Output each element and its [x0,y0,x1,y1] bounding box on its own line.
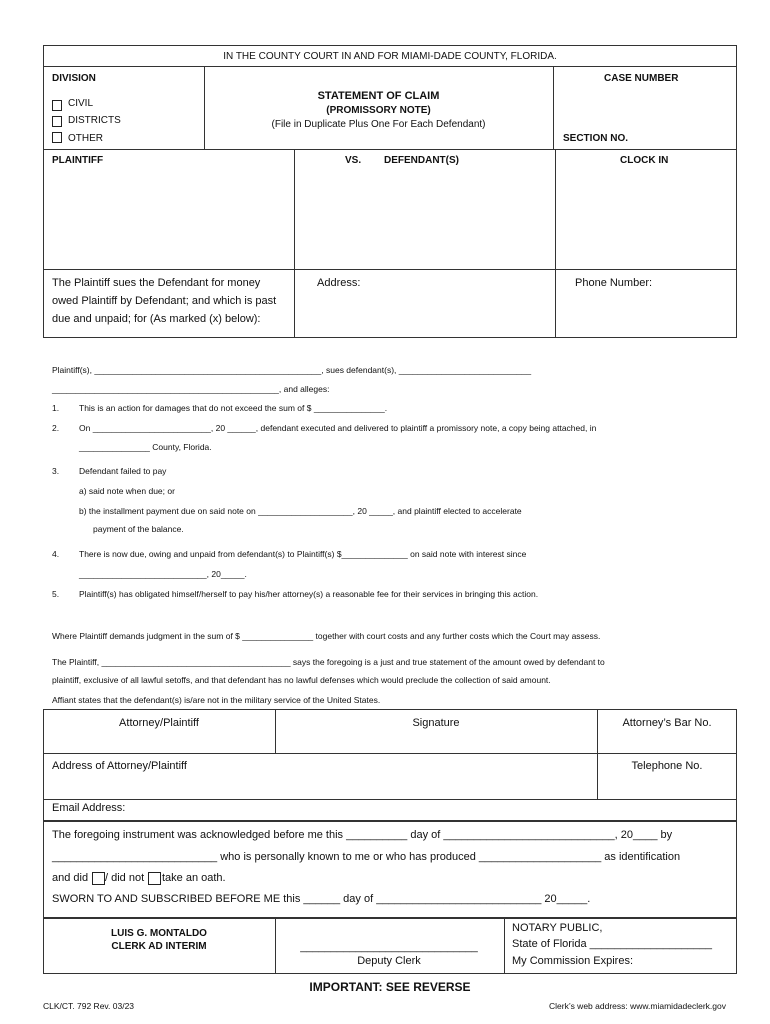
divider [43,66,737,67]
oath-text: take an oath. [162,872,226,884]
section-no-label: SECTION NO. [563,133,629,144]
item-number: 1. [52,403,60,413]
sworn-subscribed-line: SWORN TO AND SUBSCRIBED BEFORE ME this ______ day of ___________________________ 20_____. [52,893,591,905]
military-statement: Affiant states that the defendant(s) is/are not in the military service of the United States. [52,695,381,705]
signature-label: Signature [412,717,460,729]
divider [553,66,554,149]
phone-label: Phone Number: [575,277,653,289]
item-number: 3. [52,466,60,476]
notary-label: NOTARY PUBLIC, [512,922,603,934]
clock-in-label: CLOCK IN [620,155,669,166]
item-3b-text: b) the installment payment due on said note on ____________________, 20 _____, and plaintiff elected to accelerate [79,506,522,516]
districts-checkbox[interactable] [52,116,62,127]
division-label: DIVISION [52,73,96,84]
court-title: IN THE COUNTY COURT IN AND FOR MIAMI-DADE COUNTY, FLORIDA. [223,51,557,62]
clerk-title: CLERK AD INTERIM [111,941,207,952]
plaintiff-sues-line: Plaintiff(s), ________________________________________________, sues defendant(s), ____________________________ [52,365,532,375]
item-4-date-line: ___________________________, 20_____. [79,569,247,579]
item-3-text: Defendant failed to pay [79,466,167,476]
item-5-text: Plaintiff(s) has obligated himself/herself to pay his/her attorney(s) a reasonable fee for their services in bringing this action. [79,589,539,599]
item-number: 4. [52,549,60,559]
civil-checkbox[interactable] [52,100,62,111]
attorney-plaintiff-label: Attorney/Plaintiff [119,717,199,729]
vs-label: VS. [345,155,362,166]
state-line: State of Florida ____________________ [512,938,713,950]
divider [275,918,276,974]
acknowledgment-line: ___________________________ who is personally known to me or who has produced ____________________ as identification [52,851,681,863]
sues-text-line: due and unpaid; for (As marked (x) below): [52,313,261,325]
civil-option-label: CIVIL [68,98,94,109]
attorney-address-label: Address of Attorney/Plaintiff [52,760,187,772]
email-label: Email Address: [52,802,126,814]
case-number-label: CASE NUMBER [604,73,679,84]
oath-text: and did [52,872,89,884]
demand-text: Where Plaintiff demands judgment in the sum of $ _______________ together with court costs and any further costs which the Court may assess. [52,631,601,641]
clerk-web-address: Clerk’s web address: www.miamidadeclerk.gov [549,1001,726,1011]
sues-text-line: owed Plaintiff by Defendant; and which is past [52,295,277,307]
deputy-clerk-label: Deputy Clerk [357,955,421,967]
alleges-line: ________________________________________________, and alleges: [52,384,330,394]
divider [43,269,737,270]
oath-text: / did not [105,872,145,884]
clerk-name: LUIS G. MONTALDO [111,928,207,939]
telephone-label: Telephone No. [631,760,703,772]
item-number: 5. [52,589,60,599]
form-number: CLK/CT. 792 Rev. 03/23 [43,1001,135,1011]
form-subtitle: (PROMISSORY NOTE) [326,105,431,116]
did-oath-checkbox[interactable] [92,872,105,885]
sworn-text-line: The Plaintiff, ________________________________________ says the foregoing is a just and true statement of the amount owed by defendant to [52,657,605,667]
acknowledgment-line: The foregoing instrument was acknowledged before me this __________ day of ____________________________, 20____ by [52,829,673,841]
form-title: STATEMENT OF CLAIM [317,90,440,102]
divider [275,709,276,753]
divider [43,799,737,800]
divider [504,918,505,974]
address-label: Address: [317,277,361,289]
other-option-label: OTHER [68,133,103,144]
item-2-county-line: _______________ County, Florida. [79,442,212,452]
divider [43,753,737,754]
item-1-text: This is an action for damages that do not exceed the sum of $ _______________. [79,403,388,413]
bar-no-label: Attorney’s Bar No. [622,717,712,729]
plaintiff-label: PLAINTIFF [52,155,104,166]
important-notice: IMPORTANT: SEE REVERSE [309,980,471,994]
sues-text-line: The Plaintiff sues the Defendant for money [52,277,261,289]
divider [294,149,295,338]
did-not-oath-checkbox[interactable] [148,872,161,885]
item-number: 2. [52,423,60,433]
divider [43,149,737,150]
item-3b-continued: payment of the balance. [93,524,184,534]
divider [555,149,556,338]
form-instruction: (File in Duplicate Plus One For Each Defendant) [271,119,486,130]
item-4-text: There is now due, owing and unpaid from defendant(s) to Plaintiff(s) $______________ on said note with interest since [79,549,527,559]
commission-label: My Commission Expires: [512,955,634,967]
districts-option-label: DISTRICTS [68,115,121,126]
other-checkbox[interactable] [52,132,62,143]
defendants-label: DEFENDANT(S) [384,155,459,166]
item-2-text: On _________________________, 20 ______, defendant executed and delivered to plaintiff a promissory note, a copy being attached, in [79,423,597,433]
sworn-text-line: plaintiff, exclusive of all lawful setoffs, and that defendant has no lawful defenses which would preclude the collection of said amount. [52,675,551,685]
item-3a-text: a) said note when due; or [79,486,175,496]
deputy-signature-line: _____________________________ [300,941,478,953]
